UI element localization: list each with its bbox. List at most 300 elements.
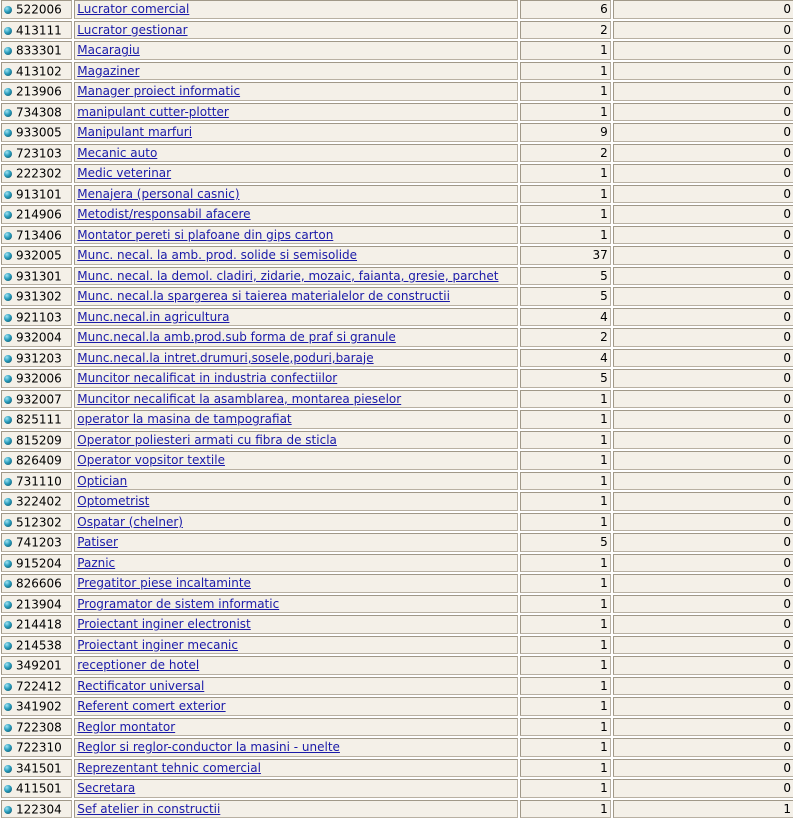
count-cell: 1 [520, 779, 611, 798]
secondary-count-cell: 0 [613, 636, 793, 655]
table-row [1, 103, 793, 122]
occupation-code: 722412 [16, 679, 62, 693]
code-cell [1, 656, 72, 675]
count-cell: 1 [520, 226, 611, 245]
secondary-count-cell: 0 [613, 595, 793, 614]
name-cell [74, 246, 518, 265]
count-cell: 1 [520, 759, 611, 778]
name-cell [74, 144, 518, 163]
name-cell [74, 205, 518, 224]
bullet-icon [4, 621, 12, 629]
code-cell [1, 308, 72, 327]
occupation-code: 921103 [16, 310, 62, 324]
name-cell [74, 103, 518, 122]
count-cell: 1 [520, 41, 611, 60]
secondary-count-cell: 0 [613, 451, 793, 470]
table-row [1, 595, 793, 614]
occupation-link[interactable]: Muncitor necalificat in industria confectiilor [77, 371, 338, 386]
bullet-icon [4, 47, 12, 55]
code-cell [1, 697, 72, 716]
occupation-link[interactable]: Reglor si reglor-conductor la masini - unelte [77, 740, 340, 755]
name-cell [74, 451, 518, 470]
secondary-count-cell: 0 [613, 226, 793, 245]
bullet-icon [4, 437, 12, 445]
secondary-count-cell: 0 [613, 718, 793, 737]
occupation-code: 222302 [16, 166, 62, 181]
occupation-code: 213904 [16, 597, 62, 611]
bullet-icon [4, 785, 12, 793]
code-cell [1, 144, 72, 163]
occupation-code: 214418 [16, 617, 62, 632]
occupation-link[interactable]: Operator poliesteri armati cu fibra de sticla [77, 432, 337, 447]
table-row [1, 267, 793, 286]
code-cell [1, 267, 72, 286]
secondary-count-cell: 0 [613, 328, 793, 347]
count-cell: 1 [520, 513, 611, 532]
occupation-code: 214906 [16, 207, 62, 222]
secondary-count-cell: 0 [613, 41, 793, 60]
secondary-count-cell: 0 [613, 554, 793, 573]
table-row [1, 554, 793, 573]
secondary-count-cell: 0 [613, 697, 793, 716]
code-cell [1, 369, 72, 388]
table-row [1, 615, 793, 634]
secondary-count-cell: 0 [613, 308, 793, 327]
bullet-icon [4, 580, 12, 588]
table-row [1, 533, 793, 552]
bullet-icon [4, 601, 12, 609]
code-cell [1, 533, 72, 552]
secondary-count-cell: 1 [613, 800, 793, 819]
code-cell [1, 431, 72, 450]
name-cell [74, 779, 518, 798]
occupation-code: 512302 [16, 515, 62, 529]
code-cell [1, 410, 72, 429]
count-cell: 1 [520, 410, 611, 429]
secondary-count-cell: 0 [613, 205, 793, 224]
count-cell: 1 [520, 636, 611, 655]
name-cell [74, 226, 518, 245]
occupation-code: 722310 [16, 740, 62, 755]
secondary-count-cell: 0 [613, 267, 793, 286]
occupations-table-body [1, 0, 793, 818]
bullet-icon [4, 662, 12, 670]
occupation-link[interactable]: Mecanic auto [77, 145, 158, 160]
occupation-link[interactable]: Medic veterinar [77, 166, 172, 181]
occupation-link[interactable]: Reglor montator [77, 719, 176, 734]
table-row [1, 349, 793, 368]
bullet-icon [4, 109, 12, 117]
occupation-link[interactable]: Munc. necal. la amb. prod. solide si semisolide [77, 248, 358, 263]
bullet-icon [4, 6, 12, 14]
occupation-code: 931301 [16, 269, 62, 283]
name-cell [74, 267, 518, 286]
bullet-icon [4, 314, 12, 322]
occupation-link[interactable]: operator la masina de tampografiat [77, 412, 292, 427]
bullet-icon [4, 273, 12, 281]
code-cell [1, 492, 72, 511]
name-cell [74, 472, 518, 491]
table-row [1, 779, 793, 798]
code-cell [1, 226, 72, 245]
count-cell: 4 [520, 308, 611, 327]
bullet-icon [4, 191, 12, 199]
bullet-icon [4, 232, 12, 240]
name-cell [74, 697, 518, 716]
bullet-icon [4, 519, 12, 527]
bullet-icon [4, 724, 12, 732]
count-cell: 4 [520, 349, 611, 368]
occupation-code: 731110 [16, 474, 62, 488]
occupation-link[interactable]: receptioner de hotel [77, 658, 200, 673]
table-row [1, 369, 793, 388]
count-cell: 1 [520, 718, 611, 737]
bullet-icon [4, 703, 12, 711]
count-cell: 5 [520, 369, 611, 388]
name-cell [74, 287, 518, 306]
occupation-link[interactable]: Magaziner [77, 63, 140, 78]
secondary-count-cell: 0 [613, 533, 793, 552]
table-row [1, 328, 793, 347]
code-cell [1, 574, 72, 593]
occupation-code: 913101 [16, 187, 62, 201]
name-cell [74, 62, 518, 81]
occupation-link[interactable]: Paznic [77, 555, 116, 570]
secondary-count-cell: 0 [613, 574, 793, 593]
name-cell [74, 328, 518, 347]
table-row [1, 62, 793, 81]
occupation-link[interactable]: Patiser [77, 535, 118, 550]
name-cell [74, 636, 518, 655]
occupation-code: 915204 [16, 556, 62, 570]
occupation-link[interactable]: Ospatar (chelner) [77, 514, 183, 529]
table-row [1, 287, 793, 306]
count-cell: 1 [520, 697, 611, 716]
count-cell: 1 [520, 431, 611, 450]
bullet-icon [4, 457, 12, 465]
occupation-link[interactable]: Munc. necal.la spargerea si taierea materialelor de constructii [77, 289, 450, 304]
name-cell [74, 513, 518, 532]
table-row [1, 574, 793, 593]
secondary-count-cell: 0 [613, 349, 793, 368]
occupation-link[interactable]: Manager proiect informatic [77, 84, 241, 99]
secondary-count-cell: 0 [613, 287, 793, 306]
occupation-link[interactable]: Sef atelier in constructii [77, 801, 221, 816]
table-row [1, 41, 793, 60]
table-row [1, 759, 793, 778]
table-row [1, 800, 793, 819]
code-cell [1, 738, 72, 757]
name-cell [74, 349, 518, 368]
count-cell: 5 [520, 267, 611, 286]
occupation-code: 932006 [16, 371, 62, 386]
table-row [1, 492, 793, 511]
code-cell [1, 349, 72, 368]
occupation-code: 932005 [16, 248, 62, 263]
count-cell: 1 [520, 595, 611, 614]
occupation-code: 833301 [16, 43, 62, 58]
table-row [1, 144, 793, 163]
occupation-link[interactable]: Munc.necal.in agricultura [77, 309, 230, 324]
occupation-code: 734308 [16, 105, 62, 119]
occupation-code: 213906 [16, 84, 62, 99]
table-row [1, 677, 793, 696]
name-cell [74, 595, 518, 614]
occupation-code: 931302 [16, 289, 62, 304]
secondary-count-cell: 0 [613, 185, 793, 204]
name-cell [74, 677, 518, 696]
table-row [1, 123, 793, 142]
occupation-link[interactable]: Montator pereti si plafoane din gips carton [77, 227, 334, 242]
occupation-link[interactable]: Proiectant inginer mecanic [77, 637, 238, 652]
code-cell [1, 513, 72, 532]
name-cell [74, 759, 518, 778]
bullet-icon [4, 478, 12, 486]
secondary-count-cell: 0 [613, 472, 793, 491]
table-row [1, 636, 793, 655]
occupation-code: 815209 [16, 433, 62, 447]
name-cell [74, 554, 518, 573]
count-cell: 1 [520, 554, 611, 573]
occupation-link[interactable]: Optician [77, 473, 128, 488]
bullet-icon [4, 252, 12, 260]
name-cell [74, 738, 518, 757]
occupation-link[interactable]: Macaragiu [77, 43, 140, 58]
code-cell [1, 636, 72, 655]
secondary-count-cell: 0 [613, 431, 793, 450]
occupation-code: 341902 [16, 699, 62, 714]
name-cell [74, 431, 518, 450]
bullet-icon [4, 416, 12, 424]
count-cell: 1 [520, 62, 611, 81]
bullet-icon [4, 27, 12, 35]
occupation-link[interactable]: Manipulant marfuri [77, 125, 193, 140]
secondary-count-cell: 0 [613, 21, 793, 40]
table-row [1, 431, 793, 450]
count-cell: 1 [520, 492, 611, 511]
occupation-code: 723103 [16, 146, 62, 160]
count-cell: 1 [520, 656, 611, 675]
secondary-count-cell: 0 [613, 513, 793, 532]
code-cell [1, 123, 72, 142]
name-cell [74, 718, 518, 737]
name-cell [74, 533, 518, 552]
bullet-icon [4, 88, 12, 96]
secondary-count-cell: 0 [613, 390, 793, 409]
occupation-link[interactable]: Pregatitor piese incaltaminte [77, 576, 251, 591]
name-cell [74, 656, 518, 675]
count-cell: 1 [520, 185, 611, 204]
count-cell: 5 [520, 533, 611, 552]
count-cell: 1 [520, 472, 611, 491]
bullet-icon [4, 293, 12, 301]
secondary-count-cell: 0 [613, 410, 793, 429]
code-cell [1, 103, 72, 122]
name-cell [74, 0, 518, 19]
code-cell [1, 615, 72, 634]
name-cell [74, 41, 518, 60]
count-cell: 5 [520, 287, 611, 306]
secondary-count-cell: 0 [613, 246, 793, 265]
name-cell [74, 308, 518, 327]
bullet-icon [4, 683, 12, 691]
code-cell [1, 718, 72, 737]
code-cell [1, 328, 72, 347]
occupation-code: 826606 [16, 576, 62, 591]
occupation-link[interactable]: Secretara [77, 781, 136, 796]
count-cell: 1 [520, 103, 611, 122]
occupation-link[interactable]: Munc.necal.la amb.prod.sub forma de praf si granule [77, 330, 396, 345]
name-cell [74, 369, 518, 388]
occupation-link[interactable]: Munc. necal. la demol. cladiri, zidarie, mozaic, faianta, gresie, parchet [77, 268, 499, 283]
count-cell: 2 [520, 328, 611, 347]
code-cell [1, 472, 72, 491]
occupation-code: 932004 [16, 330, 62, 345]
count-cell: 1 [520, 82, 611, 101]
secondary-count-cell: 0 [613, 164, 793, 183]
occupation-link[interactable]: Muncitor necalificat la asamblarea, montarea pieselor [77, 391, 402, 406]
secondary-count-cell: 0 [613, 123, 793, 142]
occupation-link[interactable]: Programator de sistem informatic [77, 596, 280, 611]
table-row [1, 410, 793, 429]
bullet-icon [4, 539, 12, 547]
name-cell [74, 410, 518, 429]
table-row [1, 308, 793, 327]
occupation-code: 826409 [16, 453, 62, 468]
occupation-code: 931203 [16, 351, 62, 365]
code-cell [1, 779, 72, 798]
code-cell [1, 185, 72, 204]
count-cell: 1 [520, 800, 611, 819]
bullet-icon [4, 806, 12, 814]
bullet-icon [4, 642, 12, 650]
table-row [1, 656, 793, 675]
bullet-icon [4, 498, 12, 506]
secondary-count-cell: 0 [613, 738, 793, 757]
code-cell [1, 595, 72, 614]
code-cell [1, 677, 72, 696]
occupation-code: 741203 [16, 535, 62, 550]
code-cell [1, 246, 72, 265]
table-row [1, 738, 793, 757]
code-cell [1, 800, 72, 819]
occupation-code: 349201 [16, 658, 62, 673]
bullet-icon [4, 129, 12, 137]
code-cell [1, 21, 72, 40]
occupation-link[interactable]: Rectificator universal [77, 678, 205, 693]
secondary-count-cell: 0 [613, 144, 793, 163]
count-cell: 1 [520, 164, 611, 183]
name-cell [74, 164, 518, 183]
occupation-code: 722308 [16, 720, 62, 734]
bullet-icon [4, 170, 12, 178]
code-cell [1, 62, 72, 81]
bullet-icon [4, 744, 12, 752]
table-row [1, 185, 793, 204]
table-row [1, 697, 793, 716]
table-row [1, 164, 793, 183]
secondary-count-cell: 0 [613, 82, 793, 101]
occupation-link[interactable]: Lucrator gestionar [77, 22, 188, 37]
secondary-count-cell: 0 [613, 0, 793, 19]
bullet-icon [4, 765, 12, 773]
code-cell [1, 759, 72, 778]
name-cell [74, 185, 518, 204]
bullet-icon [4, 375, 12, 383]
secondary-count-cell: 0 [613, 615, 793, 634]
bullet-icon [4, 68, 12, 76]
table-row [1, 0, 793, 19]
name-cell [74, 615, 518, 634]
table-row [1, 390, 793, 409]
secondary-count-cell: 0 [613, 779, 793, 798]
secondary-count-cell: 0 [613, 656, 793, 675]
name-cell [74, 800, 518, 819]
occupation-link[interactable]: Menajera (personal casnic) [77, 186, 240, 201]
name-cell [74, 82, 518, 101]
occupation-link[interactable]: Optometrist [77, 494, 150, 509]
count-cell: 1 [520, 738, 611, 757]
bullet-icon [4, 211, 12, 219]
count-cell: 1 [520, 574, 611, 593]
occupation-code: 932007 [16, 392, 62, 406]
code-cell [1, 390, 72, 409]
table-row [1, 472, 793, 491]
count-cell: 37 [520, 246, 611, 265]
occupation-code: 713406 [16, 228, 62, 242]
count-cell: 2 [520, 144, 611, 163]
occupation-code: 413111 [16, 23, 62, 37]
table-row [1, 21, 793, 40]
code-cell [1, 205, 72, 224]
count-cell: 1 [520, 390, 611, 409]
bullet-icon [4, 150, 12, 158]
occupation-link[interactable]: Munc.necal.la intret.drumuri,sosele,poduri,baraje [77, 350, 374, 365]
occupation-code: 214538 [16, 638, 62, 652]
count-cell: 9 [520, 123, 611, 142]
name-cell [74, 21, 518, 40]
secondary-count-cell: 0 [613, 677, 793, 696]
secondary-count-cell: 0 [613, 759, 793, 778]
bullet-icon [4, 355, 12, 363]
occupation-link[interactable]: Proiectant inginer electronist [77, 617, 251, 632]
count-cell: 6 [520, 0, 611, 19]
table-row [1, 246, 793, 265]
occupation-link[interactable]: Lucrator comercial [77, 2, 190, 17]
occupation-link[interactable]: Referent comert exterior [77, 699, 226, 714]
code-cell [1, 164, 72, 183]
count-cell: 1 [520, 205, 611, 224]
table-row [1, 226, 793, 245]
occupation-link[interactable]: Reprezentant tehnic comercial [77, 760, 261, 775]
secondary-count-cell: 0 [613, 62, 793, 81]
secondary-count-cell: 0 [613, 492, 793, 511]
occupation-link[interactable]: Metodist/responsabil afacere [77, 207, 251, 222]
code-cell [1, 0, 72, 19]
occupation-code: 825111 [16, 412, 62, 427]
occupation-link[interactable]: manipulant cutter-plotter [77, 104, 229, 119]
occupation-link[interactable]: Operator vopsitor textile [77, 453, 225, 468]
occupation-code: 322402 [16, 494, 62, 509]
occupation-code: 341501 [16, 761, 62, 775]
table-row [1, 451, 793, 470]
occupation-code: 122304 [16, 802, 62, 816]
code-cell [1, 554, 72, 573]
occupation-code: 933005 [16, 125, 62, 140]
bullet-icon [4, 334, 12, 342]
code-cell [1, 451, 72, 470]
count-cell: 1 [520, 615, 611, 634]
